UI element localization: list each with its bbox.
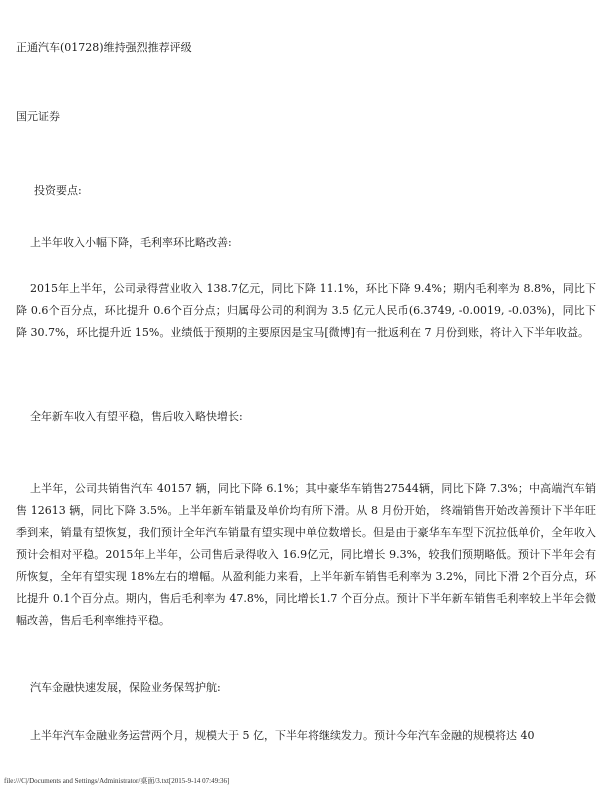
section-heading-revenue: 上半年收入小幅下降，毛利率环比略改善: (30, 236, 232, 249)
intro-heading: 投资要点: (34, 184, 82, 197)
section-heading-new-car: 全年新车收入有望平稳，售后收入略快增长: (30, 410, 243, 423)
section-body-revenue: 2015年上半年，公司录得营业收入 138.7亿元，同比下降 11.1%，环比下降 9.4%；期内毛利率为 8.8%，同比下降 0.6个百分点，环比提升 0.6个百分点；归属母公司的利润为 3.5 亿元人民币(6.3749, -0.0019, -0.03%)，同比下降 30.7%，环比提升近 15%。业绩低于预期的主要原因是宝马[微博]有一批返利在 7 月份到账，将计入下半年收益。 (16, 282, 596, 339)
section-heading-auto-finance: 汽车金融快速发展，保险业务保驾护航: (30, 681, 221, 694)
section-body-new-car: 上半年，公司共销售汽车 40157 辆，同比下降 6.1%；其中豪华车销售27544辆，同比下降 7.3%；中高端汽车销售 12613 辆，同比下降 3.5%。上半年新车销量及单价均有所下滑。从 8 月份开始， 终端销售开始改善预计下半年旺季到来，销量有望恢复，我们预计全年汽车销量有望实现中单位数增长。但是由于豪华车车型下沉拉低单价，全年收入预计会相对平稳。2015年上半年，公司售后录得收入 16.9亿元，同比增长 9.3%，较我们预期略低。预计下半年会有所恢复，全年有望实现 18%左右的增幅。从盈利能力来看，上半年新车销售毛利率为 3.2%，同比下滑 2个百分点，环比提升 0.1个百分点。期内，售后毛利率为 47.8%，同比增长1.7 个百分点。预计下半年新车销售毛利率较上半年会微幅改善，售后毛利率维持平稳。 (16, 482, 596, 627)
document-title: 正通汽车(01728)维持强烈推荐评级 (16, 41, 192, 54)
file-path-footer: file:///C|/Documents and Settings/Administrator/桌面/3.txt[2015-9-14 07:49:36] (4, 777, 230, 785)
source-label: 国元证券 (16, 110, 60, 123)
section-body-auto-finance: 上半年汽车金融业务运营两个月，规模大于 5 亿，下半年将继续发力。预计今年汽车金融的规模将达 40 (30, 729, 535, 742)
